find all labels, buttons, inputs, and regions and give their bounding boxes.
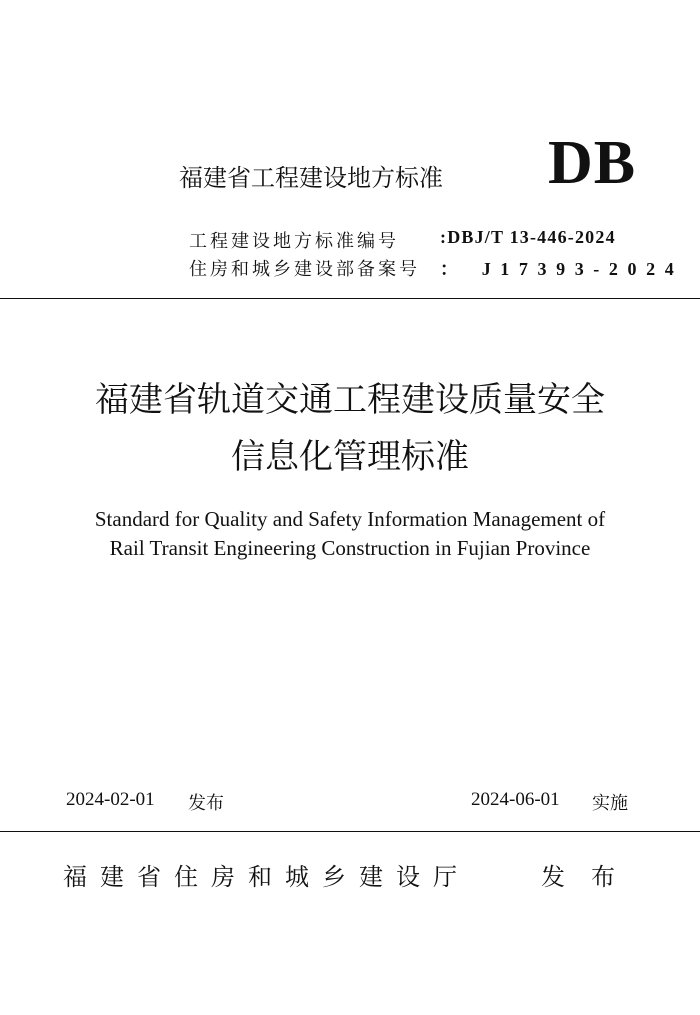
db-mark: DB (548, 129, 637, 197)
issue-date: 2024-02-01 (66, 789, 155, 810)
chinese-title-line-1: 福建省轨道交通工程建设质量安全 (95, 380, 605, 420)
bottom-divider (0, 831, 700, 832)
implementation-date: 2024-06-01 (471, 789, 560, 810)
english-title-line-1: Standard for Quality and Safety Information Management of (94, 507, 606, 531)
english-title-line-2: Rail Transit Engineering Construction in Fujian Province (109, 536, 591, 560)
standard-number-label: 工程建设地方标准编号 (189, 231, 399, 252)
top-divider (0, 298, 700, 299)
implementation-label: 实施 (592, 793, 628, 814)
standard-number-value: :DBJ/T 13-446-2024 (440, 227, 616, 247)
issue-label: 发布 (188, 793, 224, 814)
issuing-authority: 福建省住房和城乡建设厅 (63, 863, 470, 891)
issuing-action: 发布 (541, 863, 641, 891)
chinese-title-line-2: 信息化管理标准 (231, 437, 469, 477)
filing-number-value: ： J17393-2024 (440, 259, 684, 279)
standard-category: 福建省工程建设地方标准 (179, 164, 443, 192)
filing-number-label: 住房和城乡建设部备案号 (189, 259, 420, 280)
